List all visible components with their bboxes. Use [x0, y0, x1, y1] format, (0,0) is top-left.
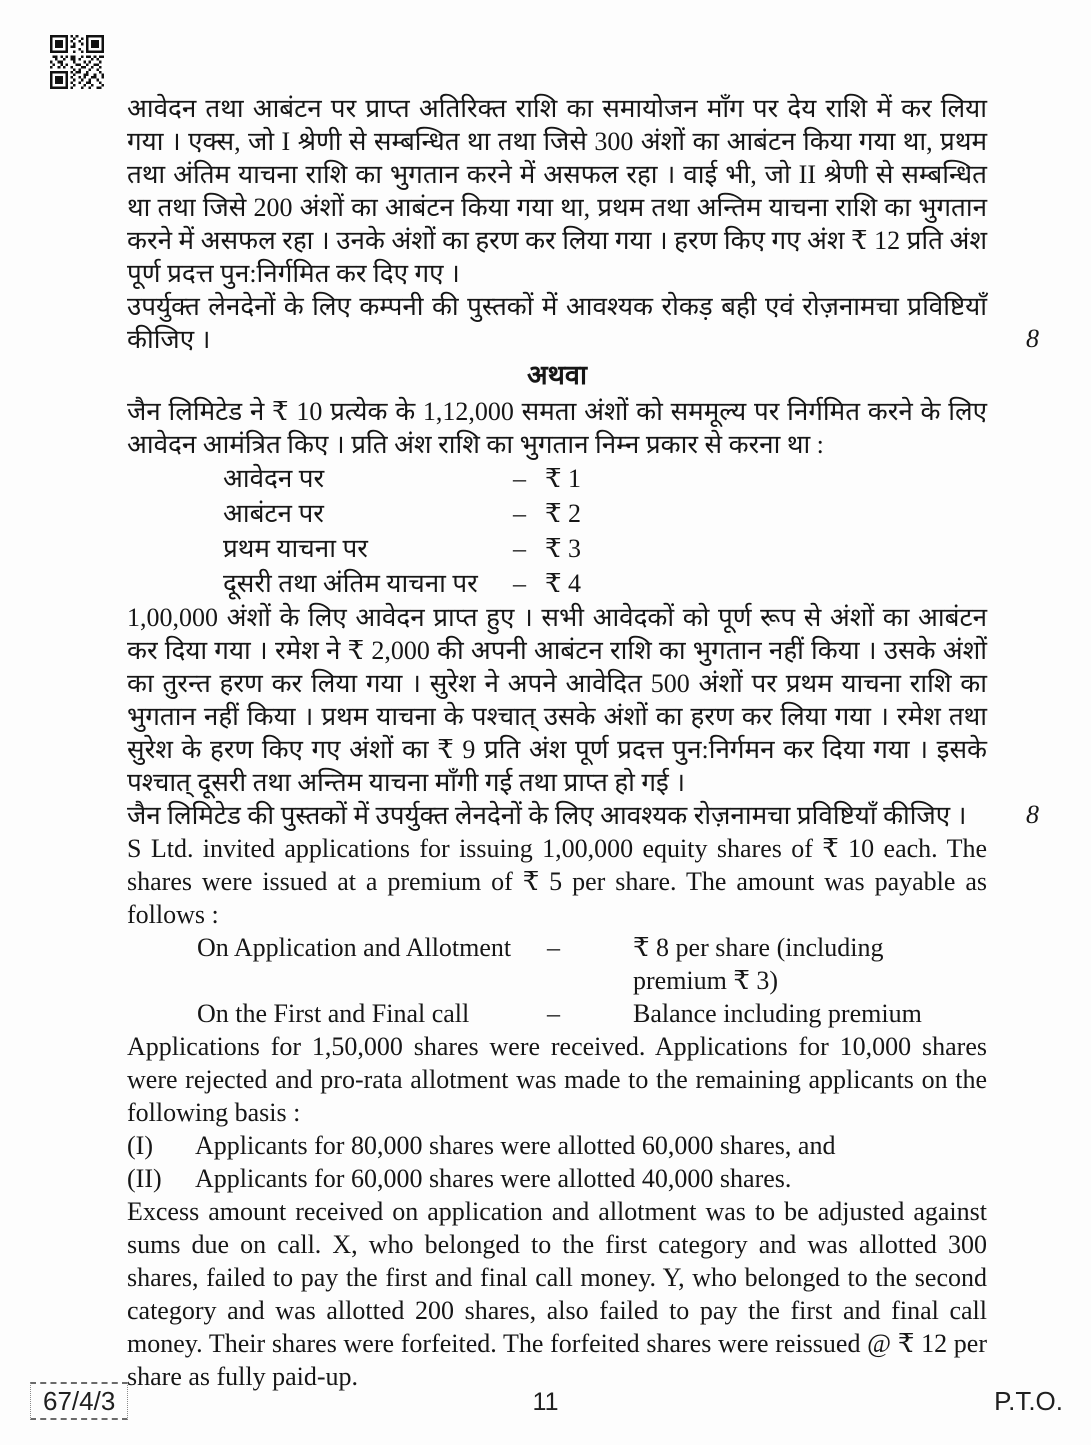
english-question-paragraph-1: S Ltd. invited applications for issuing 1,00,000 equity shares of ₹ 10 each. The shares were issued at a premium of ₹ 5 per share. The amount was payable as follows :: [127, 834, 987, 929]
payment-label: दूसरी तथा अंतिम याचना पर: [223, 569, 478, 598]
item-number: (I): [127, 1131, 153, 1160]
payment-label: आबंटन पर: [223, 499, 324, 528]
payment-term-row: [127, 997, 987, 1030]
hindi-question-paragraph-1: आवेदन तथा आबंटन पर प्राप्त अतिरिक्त राशि का समायोजन माँग पर देय राशि में कर लिया गया । एक्स, जो I श्रेणी से सम्बन्धित था तथा जिसे 300 अंशों का आबंटन किया गया था, प्रथम तथा अंतिम याचना राशि का भुगतान करने में असफल रहा । वाई भी, जो II श्रेणी से सम्बन्धित था तथा जिसे 200 अंशों का आबंटन किया गया था, प्रथम तथा अन्तिम याचना राशि का भुगतान करने में असफल रहा । उनके अंशों का हरण कर लिया गया । हरण किए गए अंश ₹ 12 प्रति अंश पूर्ण प्रदत्त पुन:निर्गमित कर दिए गए ।: [127, 94, 987, 288]
payment-amount: ₹ 2: [545, 499, 582, 528]
hindi-requirement-block-2: [127, 799, 1039, 832]
allotment-basis-item: [127, 1162, 987, 1195]
payment-term-amount: ₹ 8 per share (including premium ₹ 3): [633, 933, 884, 995]
english-question-paragraph-3: Excess amount received on application and allotment was to be adjusted against sums due on call. X, who belonged to the first category and was allotted 300 shares, failed to pay the first and final call money. Y, who belonged to the second category and was allotted 200 shares, also failed to pay the first and final call money. Their shares were forfeited. The forfeited shares were reissued @ ₹ 12 per share as fully paid-up.: [127, 1197, 987, 1391]
page-footer: [0, 1380, 1091, 1426]
dash-separator: –: [547, 999, 560, 1028]
english-question-paragraph-2: Applications for 1,50,000 shares were received. Applications for 10,000 shares were rejected and pro-rata allotment was made to the remaining applicants on the following basis :: [127, 1032, 987, 1127]
payment-amount: ₹ 1: [545, 464, 582, 493]
dash-separator: –: [513, 464, 526, 493]
payment-term-row: [127, 931, 987, 997]
payment-term-label: On Application and Allotment: [197, 933, 512, 962]
payment-row: [127, 496, 987, 531]
marks-value-2: 8: [1026, 800, 1039, 829]
hindi-question-paragraph-3: 1,00,000 अंशों के लिए आवेदन प्राप्त हुए । सभी आवेदकों को पूर्ण रूप से अंशों का आबंटन कर दिया गया । रमेश ने ₹ 2,000 की अपनी आबंटन राशि का भुगतान नहीं किया । उसके अंशों का तुरन्त हरण कर लिया गया । सुरेश ने अपने आवेदित 500 अंशों पर प्रथम याचना राशि का भुगतान नहीं किया । प्रथम याचना के पश्चात् उसके अंशों का हरण कर लिया गया । रमेश तथा सुरेश के हरण किए गए अंशों का ₹ 9 प्रति अंश पूर्ण प्रदत्त पुन:निर्गमन कर दिया गया । इसके पश्चात् दूसरी तथा अन्तिम याचना माँगी गई तथा प्राप्त हो गई ।: [127, 603, 987, 797]
payment-term-label: On the First and Final call: [197, 999, 470, 1028]
dash-separator: –: [513, 499, 526, 528]
hindi-requirement-block-1: [127, 290, 1039, 356]
payment-schedule-english: [127, 931, 987, 1030]
payment-schedule-hindi: [127, 461, 987, 601]
dash-separator: –: [513, 534, 526, 563]
allotment-basis-item: [127, 1129, 987, 1162]
dash-separator: –: [513, 569, 526, 598]
marks-value-1: 8: [1026, 324, 1039, 353]
page-number: 11: [532, 1388, 559, 1416]
payment-row: [127, 531, 987, 566]
payment-label: आवेदन पर: [223, 464, 325, 493]
pto-label: P.T.O.: [994, 1386, 1063, 1416]
payment-amount: ₹ 3: [545, 534, 582, 563]
item-text: Applicants for 80,000 shares were allotted 60,000 shares, and: [195, 1131, 836, 1160]
qr-code-icon: [50, 35, 104, 89]
payment-row: [127, 566, 987, 601]
payment-label: प्रथम याचना पर: [223, 534, 368, 563]
payment-row: [127, 461, 987, 496]
or-divider: अथवा: [527, 360, 587, 390]
item-number: (II): [127, 1164, 162, 1193]
paper-code-box: 67/4/3: [30, 1382, 128, 1420]
hindi-question-paragraph-2: जैन लिमिटेड ने ₹ 10 प्रत्येक के 1,12,000 समता अंशों को सममूल्य पर निर्गमित करने के लिए आवेदन आमंत्रित किए । प्रति अंश राशि का भुगतान निम्न प्रकार से करना था :: [127, 397, 987, 459]
page-content: [127, 92, 1039, 1393]
item-text: Applicants for 60,000 shares were allotted 40,000 shares.: [195, 1164, 792, 1193]
payment-term-amount: Balance including premium: [633, 999, 922, 1028]
payment-amount: ₹ 4: [545, 569, 582, 598]
hindi-requirement-text-1: उपर्युक्त लेनदेनों के लिए कम्पनी की पुस्तकों में आवश्यक रोकड़ बही एवं रोज़नामचा प्रविष्टियाँ कीजिए ।: [127, 292, 987, 354]
hindi-requirement-text-2: जैन लिमिटेड की पुस्तकों में उपर्युक्त लेनदेनों के लिए आवश्यक रोज़नामचा प्रविष्टियाँ कीजिए ।: [127, 801, 967, 830]
dash-separator: –: [547, 933, 560, 962]
